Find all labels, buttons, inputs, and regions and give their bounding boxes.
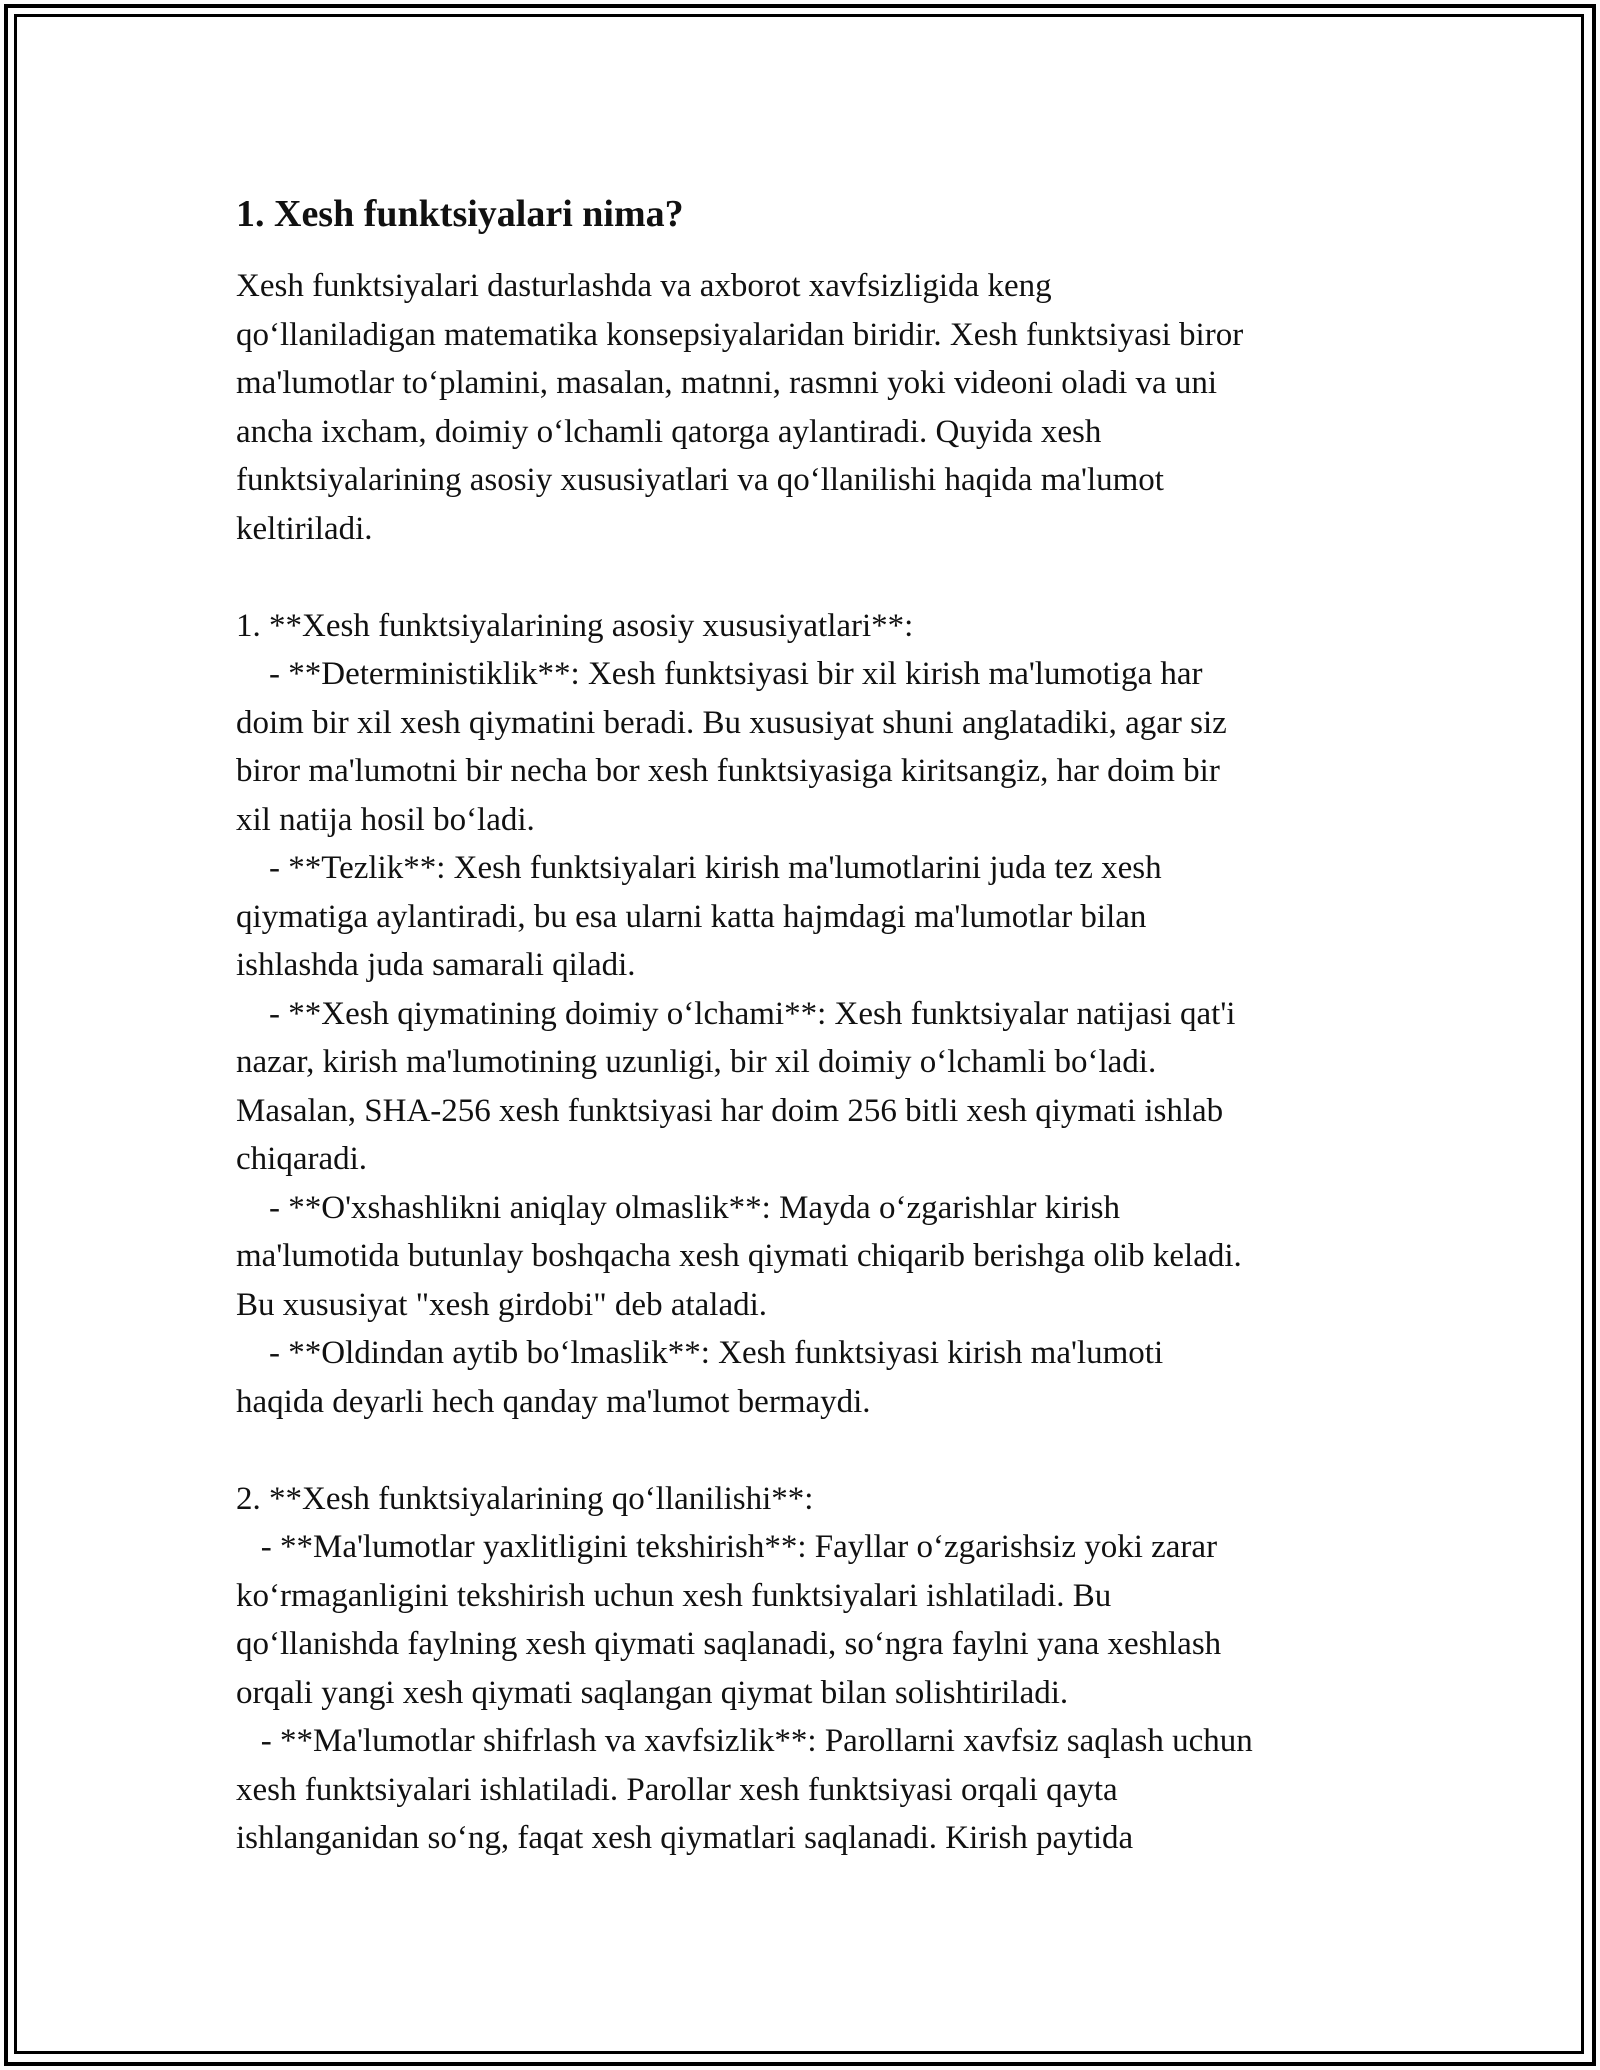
text-line: qiymatiga aylantiradi, bu esa ularni katta hajmdagi ma'lumotlar bilan [236,898,1147,935]
text-line: biror ma'lumotni bir necha bor xesh funktsiyasiga kiritsangiz, har doim bir [236,753,1220,789]
text-line: ma'lumotida butunlay boshqacha xesh qiymati chiqarib berishga olib keladi. [236,1238,1242,1274]
section-heading: 1. Xesh funktsiyalari nima? [236,193,684,235]
text-line: doim bir xil xesh qiymatini beradi. Bu xususiyat shuni anglatadiki, agar siz [236,704,1227,741]
text-line: - **Deterministiklik**: Xesh funktsiyasi bir xil kirish ma'lumotiga har [236,656,1203,692]
text-line: haqida deyarli hech qanday ma'lumot bermaydi. [236,1383,871,1420]
text-line: xil natija hosil bo‘ladi. [236,801,535,838]
text-line: ishlanganidan so‘ng, faqat xesh qiymatlari saqlanadi. Kirish paytida [236,1820,1134,1856]
text-line: Bu xususiyat "xesh girdobi" deb ataladi. [236,1286,768,1323]
text-line: ishlashda juda samarali qiladi. [236,947,636,983]
text-line: Masalan, SHA-256 xesh funktsiyasi har doim 256 bitli xesh qiymati ishlab [236,1092,1224,1129]
text-line: funktsiyalarining asosiy xususiyatlari va qo‘llanilishi haqida ma'lumot [236,462,1164,498]
text-line: - **Oldindan aytib bo‘lmaslik**: Xesh funktsiyasi kirish ma'lumoti [236,1335,1164,1371]
blank-line [236,553,1376,602]
text-line: chiqaradi. [236,1141,368,1177]
text-line: 1. **Xesh funktsiyalarining asosiy xususiyatlari**: [236,607,914,644]
text-line: xesh funktsiyalari ishlatiladi. Parollar xesh funktsiyasi orqali qayta [236,1771,1118,1808]
text-line: qo‘llanishda faylning xesh qiymati saqlanadi, so‘ngra faylni yana xeshlash [236,1626,1222,1662]
text-line: ma'lumotlar to‘plamini, masalan, matnni, rasmni yoki videoni oladi va uni [236,365,1218,401]
document-body [236,186,1376,1863]
text-line: - **Tezlik**: Xesh funktsiyalari kirish ma'lumotlarini juda tez xesh [236,850,1162,886]
text-line: - **Xesh qiymatining doimiy o‘lchami**: Xesh funktsiyalar natijasi qat'i [236,995,1236,1032]
text-line: - **Ma'lumotlar yaxlitligini tekshirish**: Fayllar o‘zgarishsiz yoki zarar [236,1529,1218,1565]
text-line: keltiriladi. [236,510,373,547]
text-line: ancha ixcham, doimiy o‘lchamli qatorga aylantiradi. Quyida xesh [236,413,1102,450]
text-line: orqali yangi xesh qiymati saqlangan qiymat bilan solishtiriladi. [236,1674,1069,1711]
text-line: Xesh funktsiyalari dasturlashda va axborot xavfsizligida keng [236,268,1052,304]
blank-line [236,1426,1376,1475]
text-line: - **O'xshashlikni aniqlay olmaslik**: Mayda o‘zgarishlar kirish [236,1189,1120,1226]
text-line: 2. **Xesh funktsiyalarining qo‘llanilishi**: [236,1480,814,1517]
paragraph-lines [236,262,1376,1863]
text-line: qo‘llaniladigan matematika konsepsiyalaridan biridir. Xesh funktsiyasi biror [236,316,1244,353]
text-line: - **Ma'lumotlar shifrlash va xavfsizlik**: Parollarni xavfsiz saqlash uchun [236,1723,1253,1759]
text-line: nazar, kirish ma'lumotining uzunligi, bir xil doimiy o‘lchamli bo‘ladi. [236,1044,1157,1080]
text-line: ko‘rmaganligini tekshirish uchun xesh funktsiyalari ishlatiladi. Bu [236,1577,1112,1614]
